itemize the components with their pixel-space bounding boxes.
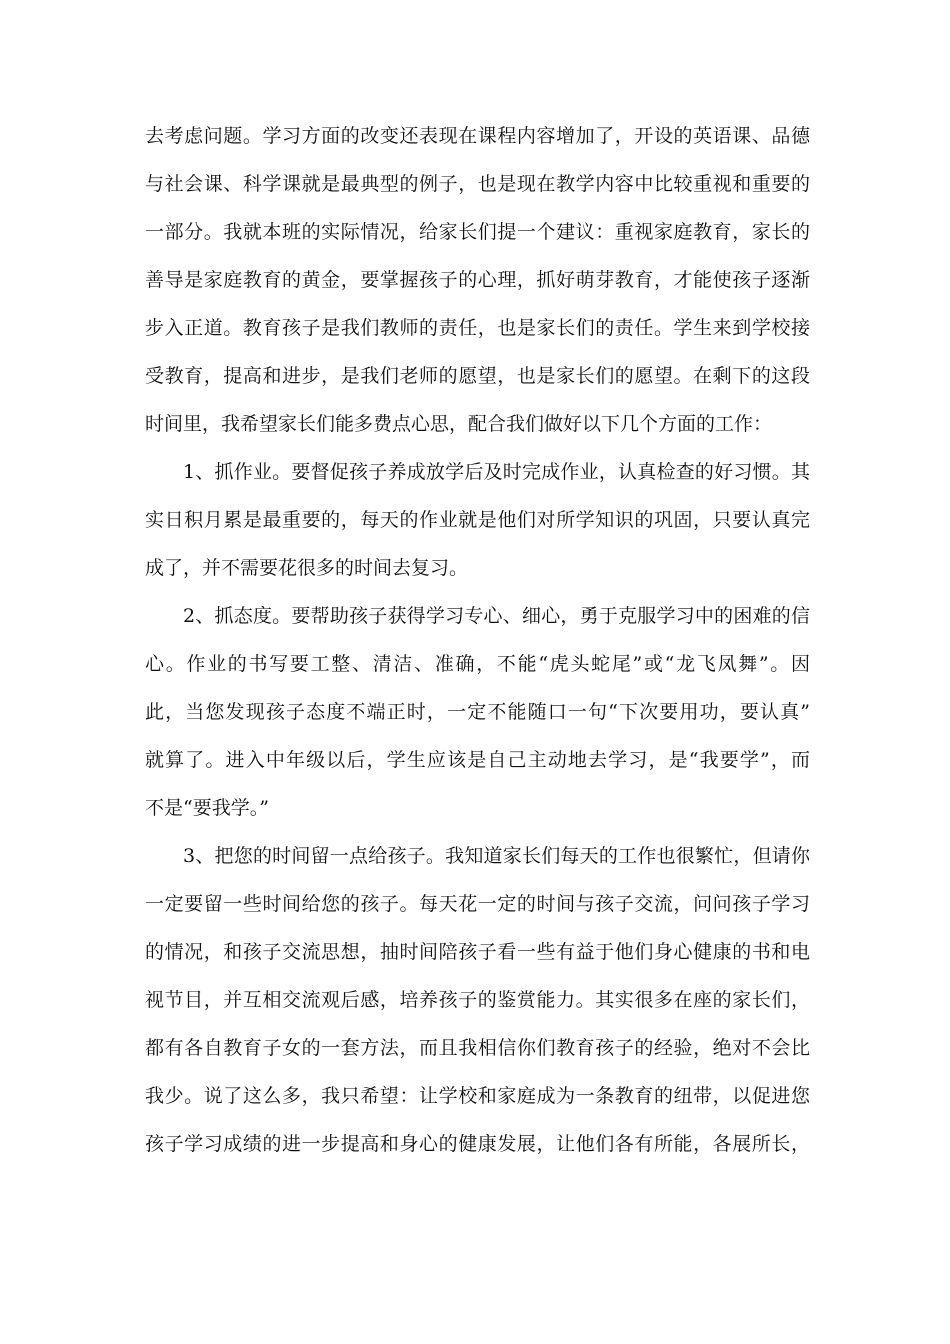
text-line: 一定要留一些时间给您的孩子。每天花一定的时间与孩子交流，问问孩子学习	[145, 893, 810, 915]
text-line: 成了，并不需要花很多的时间去复习。	[145, 557, 469, 579]
paragraph-1-start: 1、抓作业。要督促孩子养成放学后及时完成作业，认真检查的好习惯。其	[183, 461, 810, 483]
paragraph-3-start: 3、把您的时间留一点给孩子。我知道家长们每天的工作也很繁忙，但请你	[183, 845, 810, 867]
text-line: 受教育，提高和进步，是我们老师的愿望，也是家长们的愿望。在剩下的这段	[145, 365, 810, 387]
text-line: 此，当您发现孩子态度不端正时，一定不能随口一句“下次要用功，要认真”	[145, 701, 810, 723]
text-line: 孩子学习成绩的进一步提高和身心的健康发展，让他们各有所能，各展所长，	[145, 1133, 810, 1155]
text-line: 一部分。我就本班的实际情况，给家长们提一个建议：重视家庭教育，家长的	[145, 221, 810, 243]
text-line: 视节目，并互相交流观后感，培养孩子的鉴赏能力。其实很多在座的家长们，	[145, 989, 810, 1011]
text-line: 去考虑问题。学习方面的改变还表现在课程内容增加了，开设的英语课、品德	[145, 125, 810, 147]
text-line: 就算了。进入中年级以后，学生应该是自己主动地去学习，是“我要学”，而	[145, 749, 810, 771]
body-text	[145, 118, 810, 1174]
text-line: 都有各自教育子女的一套方法，而且我相信你们教育孩子的经验，绝对不会比	[145, 1037, 810, 1059]
text-line: 善导是家庭教育的黄金，要掌握孩子的心理，抓好萌芽教育，才能使孩子逐渐	[145, 269, 810, 291]
text-line: 心。作业的书写要工整、清洁、准确，不能“虎头蛇尾”或“龙飞凤舞”。因	[145, 653, 810, 675]
text-line: 的情况，和孩子交流思想，抽时间陪孩子看一些有益于他们身心健康的书和电	[145, 941, 810, 963]
text-line: 步入正道。教育孩子是我们教师的责任，也是家长们的责任。学生来到学校接	[145, 317, 810, 339]
text-line: 不是“要我学。”	[145, 797, 269, 819]
text-line: 与社会课、科学课就是最典型的例子，也是现在教学内容中比较重视和重要的	[145, 173, 810, 195]
paragraph-2-start: 2、抓态度。要帮助孩子获得学习专心、细心，勇于克服学习中的困难的信	[183, 605, 810, 627]
text-line: 我少。说了这么多，我只希望：让学校和家庭成为一条教育的纽带，以促进您	[145, 1085, 810, 1107]
text-line: 时间里，我希望家长们能多费点心思，配合我们做好以下几个方面的工作：	[145, 413, 773, 435]
text-line: 实日积月累是最重要的，每天的作业就是他们对所学知识的巩固，只要认真完	[145, 509, 810, 531]
